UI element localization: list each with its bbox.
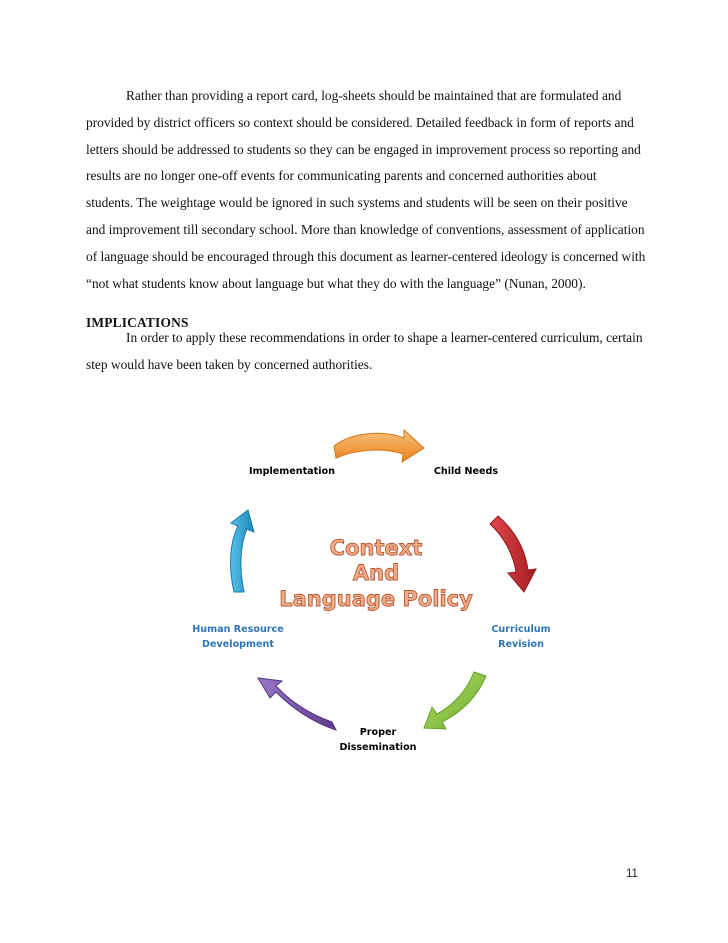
stage-child-needs: Child Needs [433,466,499,477]
section-heading: IMPLICATIONS [86,315,189,330]
stage-implementation: Implementation [249,466,335,477]
stage-hr-line2: Development [202,639,274,650]
paragraph-1-text: Rather than providing a report card, log-sheets should be maintained that are formulated and provided by district officers so context should be considered. Detailed feedback in form of reports and letters should be addressed to students so they can be engaged in improvement process so reporting and results are no longer one-off events for communicating parents and concerned authorities about students. The weightage would be ignored in such systems and students will be seen on their positive and improvement till secondary school. More than knowledge of conventions, assessment of application of language should be encouraged through this document as learner-centered ideology is concerned with “not what students know about language but what they do with the language” (Nunan, 2000). [86,88,646,291]
paragraph-2-text: In order to apply these recommendations in order to shape a learner-centered curriculum, certain step would have been taken by concerned authorities. [86,330,643,372]
page-number: 11 [626,868,638,880]
stage-dissemination-line2: Dissemination [339,742,417,753]
stage-curriculum-line1: Curriculum [491,624,551,635]
stage-hr-line1: Human Resource [192,624,284,635]
center-line-context: Context [329,536,423,560]
center-line-and: And [352,561,400,585]
stage-curriculum-line2: Revision [498,639,544,650]
arrow-orange [334,430,424,462]
arrow-purple [258,678,336,730]
stage-dissemination-line1: Proper [359,727,397,738]
arrow-blue [231,510,254,592]
arrow-green [424,672,486,729]
center-line-language-policy: Language Policy [279,587,473,611]
arrow-red [490,516,536,592]
